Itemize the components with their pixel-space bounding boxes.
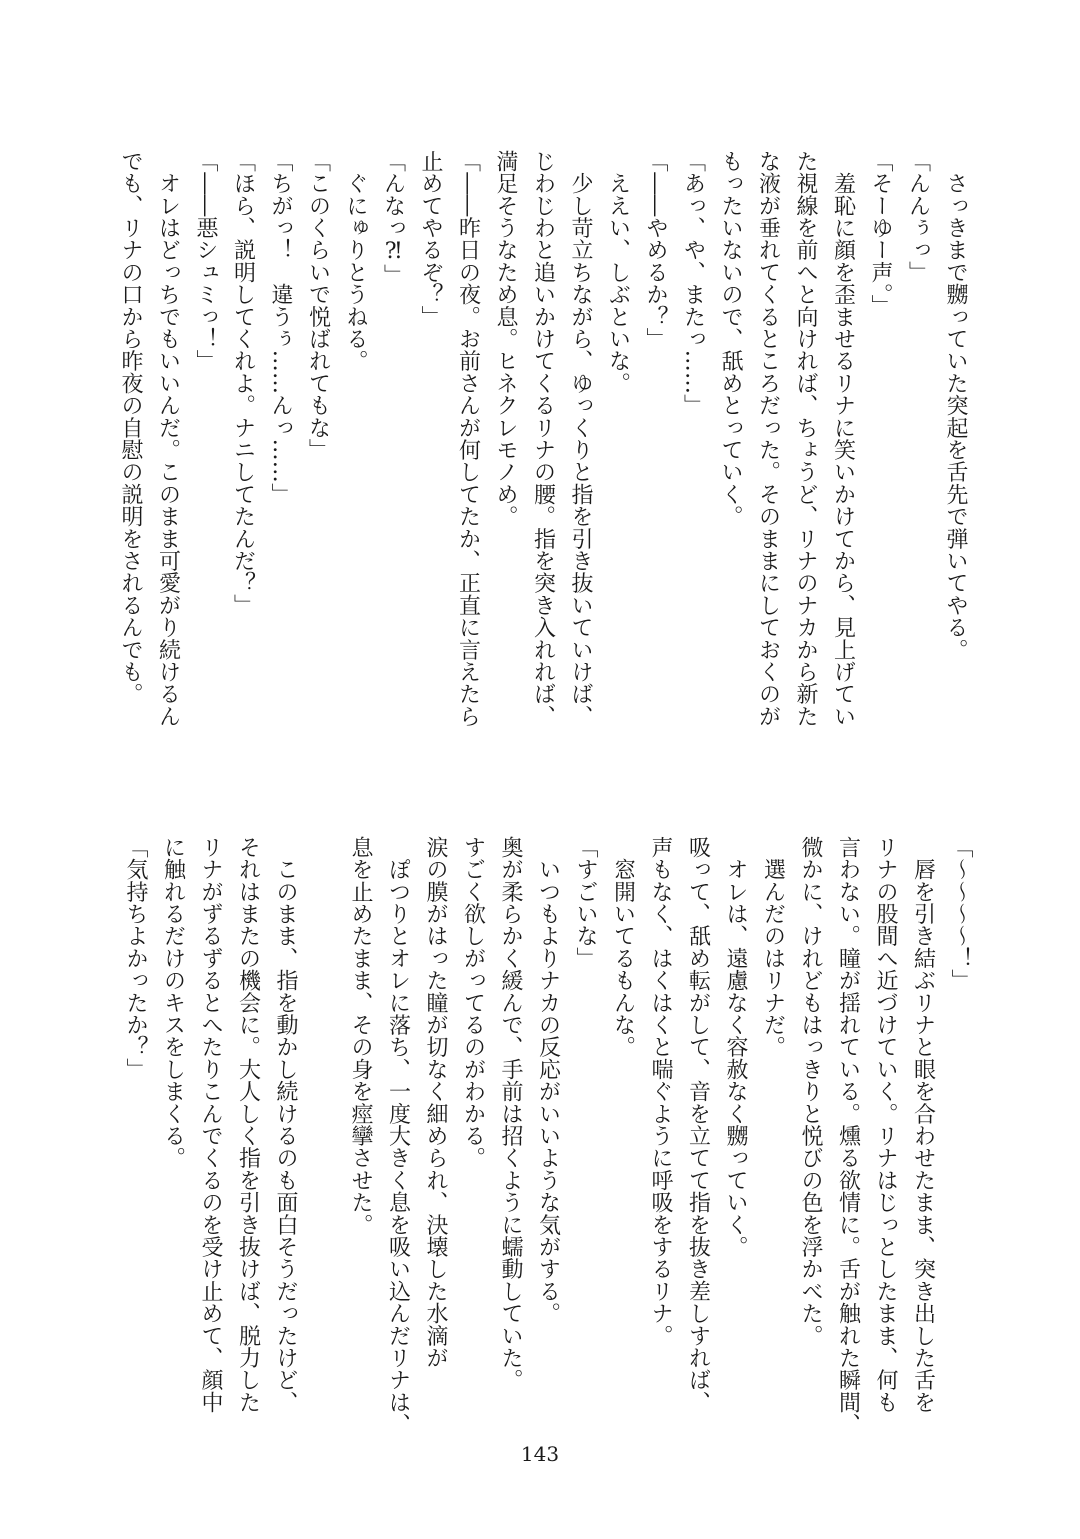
text-line: 涙の膜がはった瞳が切なく細められ、決壊した水滴が [423,836,448,1369]
text-line: このまま、指を動かし続けるのも面白そうだったけど、 [273,836,298,1414]
text-line [304,836,342,1416]
text-line: 「そーゆー声。」 [868,150,893,317]
text-line: 奥が柔らかく緩んで、手前は招くように蠕動していた。 [498,836,523,1391]
text-line: 「あっ、や、またっ……」 [680,150,706,417]
text-line: 羞恥に顔を歪ませるリナに笑いかけてから、見上げてい [830,150,856,728]
text-line: 微かに、けれどもはっきりと悦びの色を浮かべた。 [798,836,823,1347]
text-line: それはまたの機会に。大人しく指を引き抜けば、脱力した [235,836,261,1414]
text-line: 唇を引き結ぶリナと眼を合わせたまま、突き出した舌を [910,836,936,1414]
text-line: 「んんぅっ」 [905,150,931,284]
text-line: な液が垂れてくるところだった。そのままにしておくのが [755,150,781,728]
text-line: じわじわと追いかけてくるリナの腰。指を突き入れれば、 [530,150,556,728]
text-line: 吸って、舐め転がして、音を立てて指を抜き差しすれば、 [685,836,711,1414]
text-line: 選んだのはリナだ。 [760,836,786,1058]
text-line: 声もなく、はくはくと喘ぐように呼吸をするリナ。 [648,836,673,1347]
text-line: リナがずるずるとへたりこんでくるのを受け止めて、顔中 [198,836,223,1414]
text-line: 「んなっ⁈」 [380,150,406,287]
text-line: 「すごいな」 [573,836,598,970]
text-line: オレはどっちでもいいんだ。このまま可愛がり続けるん [155,150,181,728]
text-line: 「このくらいで悦ばれてもな」 [305,150,331,461]
text-line: に触れるだけのキスをしまくる。 [160,836,186,1169]
text-line: 「――やめるか？」 [643,150,668,350]
text-line: 「〜〜〜〜！」 [948,836,973,992]
text-line: 「ちがっ！ 違うぅ……んっ……」 [268,150,293,506]
text-line: もったいないので、舐めとっていく。 [718,150,743,528]
text-line: た視線を前へと向ければ、ちょうど、リナのナカから新た [793,150,818,728]
text-line: 言わない。瞳が揺れている。燻る欲情に。舌が触れた瞬間、 [835,836,861,1436]
text-line: ぐにゅりとうねる。 [343,150,368,372]
text-line: ええい、しぶといな。 [605,150,631,395]
text-line: 止めてやるぞ？」 [418,150,443,328]
text-line: すごく欲しがってるのがわかる。 [460,836,486,1169]
text-line: オレは、遠慮なく容赦なく嬲っていく。 [723,836,748,1258]
text-line: さっきまで嬲っていた突起を舌先で弾いてやる。 [943,150,968,661]
text-line: でも、リナの口から昨夜の自慰の説明をされるんでも。 [118,150,143,705]
text-line: 満足そうなため息。ヒネクレモノめ。 [493,150,518,528]
text-line: リナの股間へ近づけていく。リナはじっとしたまま、何も [873,836,898,1414]
text-line: 息を止めたまま、その身を痙攣させた。 [348,836,373,1236]
text-line: 窓開いてるもんな。 [610,836,636,1058]
text-line: ぽつりとオレに落ち、一度大きく息を吸い込んだリナは、 [385,836,411,1436]
text-line: 「――悪シュミっ！」 [193,150,218,372]
text-block-top [112,150,975,730]
text-line: 「――昨日の夜。お前さんが何してたか、正直に言えたら [455,150,481,728]
text-block-bottom [117,836,980,1436]
text-line: 少し苛立ちながら、ゆっくりと指を引き抜いていけば、 [568,150,593,728]
text-line: 「気持ちよかったか？」 [123,836,148,1081]
page-number: 143 [520,1442,560,1466]
text-line: いつもよりナカの反応がいいような気がする。 [535,836,561,1325]
text-line: 「ほら、説明してくれよ。ナニしてたんだ？」 [230,150,256,617]
